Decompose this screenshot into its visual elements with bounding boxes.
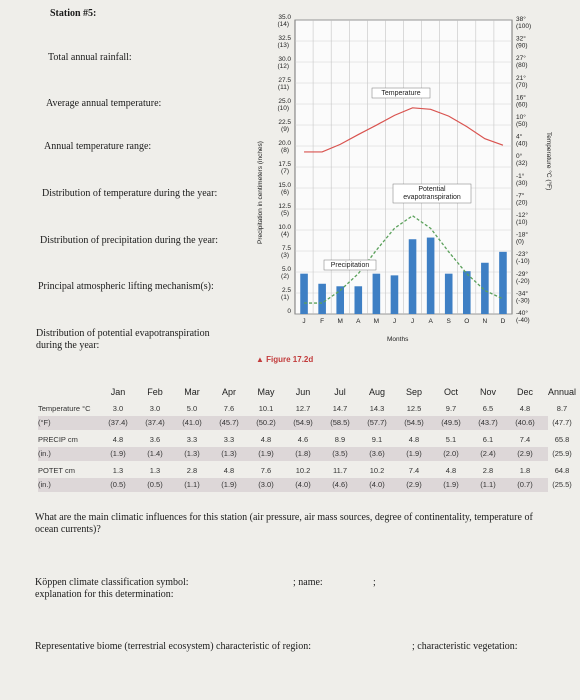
table-cell: (50.2) [256, 418, 276, 427]
right-tick-label: (100) [516, 23, 532, 30]
table-cell: (54.9) [293, 418, 313, 427]
name-label: ; name: [293, 577, 323, 588]
precip-bar [463, 271, 471, 314]
table-cell: (37.4) [145, 418, 165, 427]
month-header: Jun [295, 387, 311, 397]
table-cell: (0.7) [517, 480, 533, 489]
semicolon-label: ; [373, 577, 376, 588]
table-cell: 4.8 [223, 466, 235, 475]
table-cell: (25.5) [552, 480, 572, 489]
table-cell: 4.8 [445, 466, 457, 475]
month-tick-label: M [337, 318, 343, 325]
row-label: (in.) [38, 449, 51, 458]
table-cell: 8.7 [556, 404, 568, 413]
table-cell: (49.5) [441, 418, 461, 427]
left-tick-label: 2.5 [281, 287, 291, 294]
precip-bar [499, 252, 507, 314]
right-tick-label: (-20) [516, 277, 530, 285]
table-cell: (0.5) [110, 480, 126, 489]
right-tick-label: -40° [516, 310, 528, 317]
row-label: (°F) [38, 418, 51, 427]
table-cell: (2.9) [406, 480, 422, 489]
table-cell: 10.1 [258, 404, 274, 413]
table-cell: (4.0) [369, 480, 385, 489]
table-cell: 14.3 [369, 404, 385, 413]
table-cell: (3.6) [369, 449, 385, 458]
table-cell: (1.1) [184, 480, 200, 489]
right-tick-label: (70) [516, 81, 528, 89]
left-tick-label: (1) [281, 294, 289, 301]
table-cell: 6.5 [482, 404, 494, 413]
left-tick-label: 10.0 [278, 224, 291, 231]
table-cell: 4.8 [112, 435, 124, 444]
month-tick-label: J [410, 318, 415, 325]
right-tick-label: (-10) [516, 258, 530, 266]
right-tick-label: -18° [516, 231, 528, 239]
month-header: Nov [479, 387, 496, 397]
table-cell: 4.6 [297, 435, 309, 444]
month-tick-label: M [373, 318, 380, 325]
table-row [38, 402, 568, 416]
left-tick-label: 17.5 [278, 161, 291, 168]
table-cell: 65.8 [554, 435, 570, 444]
right-tick-label: -23° [516, 251, 528, 259]
table-cell: 11.7 [332, 466, 348, 475]
right-tick-label: (20) [516, 199, 528, 207]
right-tick-label: (-30) [516, 297, 530, 305]
table-cell: (3.0) [258, 480, 274, 489]
month-tick-label: D [500, 318, 506, 325]
table-cell: (1.9) [443, 480, 459, 489]
x-axis-ticks [302, 318, 505, 325]
month-tick-label: O [464, 318, 470, 325]
month-tick-label: J [302, 318, 306, 325]
right-tick-label: 27° [516, 55, 526, 63]
precip-bar [427, 238, 435, 314]
right-axis-ticks [516, 15, 531, 324]
left-tick-label: 32.5 [278, 35, 291, 42]
right-tick-label: (32) [516, 160, 528, 168]
left-tick-label: (5) [281, 210, 289, 217]
left-tick-label: (3) [281, 252, 289, 259]
precip-bar [318, 284, 326, 314]
left-tick-label: (6) [281, 189, 289, 196]
question-lifting-mechanism: Principal atmospheric lifting mechanism(s): [38, 281, 214, 292]
month-header: Aug [368, 387, 385, 397]
main-climatic-influences-question: What are the main climatic influences for this station (air pressure, air mass sources, degree of continentality, temperature of ocean currents)? [35, 512, 533, 535]
table-cell: (4.6) [332, 480, 348, 489]
table-header-row [38, 385, 577, 399]
question-total-rainfall: Total annual rainfall: [48, 52, 132, 63]
right-tick-label: (40) [516, 140, 528, 148]
right-tick-label: 38° [516, 16, 526, 23]
right-tick-label: (50) [516, 121, 528, 128]
right-tick-label: -12° [516, 212, 528, 219]
left-tick-label: (12) [277, 63, 289, 70]
month-header: May [257, 387, 275, 397]
precip-bar [373, 274, 381, 314]
table-cell: 4.8 [408, 435, 420, 444]
left-tick-label: 22.5 [278, 119, 291, 126]
question-temperature-range: Annual temperature range: [44, 141, 152, 152]
left-tick-label: 12.5 [278, 203, 291, 210]
question-precipitation-distribution: Distribution of precipitation during the year: [40, 235, 219, 246]
left-tick-label: (10) [277, 105, 289, 112]
station-title: Station #5: [50, 8, 97, 19]
table-cell: 9.7 [445, 404, 457, 413]
month-tick-label: A [428, 318, 433, 325]
right-tick-label: (60) [516, 101, 528, 109]
left-tick-label: 0 [287, 308, 291, 315]
month-tick-label: N [482, 318, 488, 325]
precip-bar [300, 274, 308, 314]
table-row [38, 416, 572, 430]
question-pet-distribution: Distribution of potential evapotranspiration during the year: [36, 328, 210, 351]
table-cell: 7.6 [223, 404, 235, 413]
table-cell: (0.5) [147, 480, 163, 489]
table-cell: 5.0 [186, 404, 198, 413]
figure-caption: ▲ Figure 17.2d [256, 355, 314, 364]
right-tick-label: -29° [516, 270, 528, 278]
table-cell: (2.4) [480, 449, 496, 458]
table-cell: (41.0) [182, 418, 202, 427]
pet-annotation-label: evapotranspiration [403, 194, 461, 201]
right-tick-label: (90) [516, 42, 528, 50]
right-tick-label: 0° [516, 153, 523, 161]
left-tick-label: 25.0 [278, 98, 291, 105]
table-cell: (3.5) [332, 449, 348, 458]
precip-bar [354, 286, 362, 314]
left-tick-label: (7) [281, 168, 289, 175]
table-cell: 7.6 [260, 466, 272, 475]
table-cell: (58.5) [330, 418, 350, 427]
left-tick-label: 35.0 [278, 14, 291, 21]
right-tick-label: 4° [516, 133, 523, 141]
koppen-label: Köppen climate classification symbol: [35, 577, 189, 588]
table-cell: (2.9) [517, 449, 533, 458]
table-cell: (54.5) [404, 418, 424, 427]
precip-bar [391, 275, 399, 314]
table-cell: 2.8 [482, 466, 494, 475]
x-axis-title: Months [387, 336, 409, 343]
table-cell: 3.3 [186, 435, 198, 444]
right-tick-label: -34° [516, 290, 528, 298]
table-cell: 1.8 [519, 466, 531, 475]
month-header: Mar [184, 387, 200, 397]
month-header: Sep [405, 387, 422, 397]
left-tick-label: (8) [281, 147, 289, 154]
table-cell: (1.9) [110, 449, 126, 458]
right-tick-label: (80) [516, 62, 528, 70]
table-cell: 3.0 [149, 404, 161, 413]
table-cell: (25.9) [552, 449, 572, 458]
right-tick-label: 16° [516, 94, 526, 102]
table-cell: 12.7 [295, 404, 311, 413]
precip-bar [445, 274, 453, 314]
table-cell: 9.1 [371, 435, 383, 444]
left-tick-label: (13) [277, 42, 289, 49]
table-cell: (47.7) [552, 418, 572, 427]
left-tick-label: (14) [277, 21, 289, 28]
right-tick-label: 10° [516, 114, 526, 121]
table-row [38, 433, 570, 447]
right-tick-label: -7° [516, 192, 525, 200]
month-header: Feb [147, 387, 163, 397]
row-label: Temperature °C [38, 404, 91, 413]
right-tick-label: (30) [516, 179, 528, 187]
table-cell: (1.3) [221, 449, 237, 458]
vegetation-label: ; characteristic vegetation: [412, 641, 518, 652]
month-tick-label: A [356, 318, 361, 325]
month-header: Dec [516, 387, 533, 397]
table-cell: 5.1 [445, 435, 457, 444]
left-tick-label: (4) [281, 231, 289, 238]
table-cell: 12.5 [406, 404, 422, 413]
month-header: Jan [110, 387, 126, 397]
right-tick-label: (0) [516, 238, 524, 246]
right-tick-label: (10) [516, 219, 528, 226]
koppen-section [35, 577, 189, 601]
table-cell: 1.3 [112, 466, 124, 475]
table-cell: (40.6) [515, 418, 535, 427]
right-tick-label: -1° [516, 172, 525, 180]
month-tick-label: F [320, 318, 325, 325]
left-tick-label: 15.0 [278, 182, 291, 189]
table-cell: (2.0) [443, 449, 459, 458]
table-cell: (1.8) [295, 449, 311, 458]
table-cell: 3.6 [149, 435, 161, 444]
table-cell: 4.8 [260, 435, 272, 444]
left-tick-label: 30.0 [278, 56, 291, 63]
month-header: Jul [334, 387, 346, 397]
month-header: Annual [547, 387, 577, 397]
month-tick-label: J [392, 318, 397, 325]
table-cell: 7.4 [408, 466, 420, 475]
table-cell: 10.2 [369, 466, 385, 475]
biome-label: Representative biome (terrestrial ecosystem) characteristic of region: [35, 641, 311, 652]
table-cell: 2.8 [186, 466, 198, 475]
y-axis-right-title: Temperature °C (°F) [545, 132, 552, 191]
question-temperature-distribution: Distribution of temperature during the year: [42, 188, 218, 199]
precipitation-annotation-label: Precipitation [330, 262, 370, 269]
table-cell: (1.4) [147, 449, 163, 458]
table-cell: (45.7) [219, 418, 239, 427]
right-tick-label: 32° [516, 35, 526, 43]
table-cell: (43.7) [478, 418, 498, 427]
table-cell: 3.3 [223, 435, 235, 444]
table-cell: 3.0 [112, 404, 124, 413]
row-label: POTET cm [38, 466, 75, 475]
table-cell: 4.8 [519, 404, 531, 413]
table-row [38, 464, 570, 478]
table-row [38, 447, 572, 461]
koppen-explanation-label: explanation for this determination: [35, 589, 174, 600]
right-tick-label: 21° [516, 74, 526, 82]
table-cell: (57.7) [367, 418, 387, 427]
question-avg-temperature: Average annual temperature: [46, 98, 162, 109]
temperature-annotation-label: Temperature [381, 90, 421, 97]
table-cell: 14.7 [332, 404, 348, 413]
left-tick-label: (9) [281, 126, 289, 133]
left-tick-label: 27.5 [278, 77, 291, 84]
table-cell: (1.9) [406, 449, 422, 458]
left-tick-label: (11) [277, 84, 289, 91]
table-cell: 1.3 [149, 466, 161, 475]
row-label: (in.) [38, 480, 51, 489]
left-axis-ticks [277, 14, 291, 315]
y-axis-left-title: Precipitation in centimeters (inches) [257, 141, 264, 244]
left-tick-label: 5.0 [281, 266, 291, 273]
month-header: Oct [443, 387, 458, 397]
left-tick-label: 7.5 [281, 245, 291, 252]
month-tick-label: S [446, 318, 451, 325]
table-cell: 7.4 [519, 435, 531, 444]
left-tick-label: 20.0 [278, 140, 291, 147]
row-label: PRECIP cm [38, 435, 78, 444]
precip-bar [409, 239, 417, 314]
table-cell: (1.9) [221, 480, 237, 489]
table-cell: (4.0) [295, 480, 311, 489]
table-cell: 8.9 [334, 435, 346, 444]
left-tick-label: (2) [281, 273, 289, 280]
pet-annotation-label: Potential [418, 186, 446, 193]
table-cell: (1.9) [258, 449, 274, 458]
right-tick-label: (-40) [516, 317, 530, 324]
table-cell: 6.1 [482, 435, 494, 444]
table-cell: 64.8 [554, 466, 570, 475]
table-cell: (1.3) [184, 449, 200, 458]
table-cell: (1.1) [480, 480, 496, 489]
climograph-chart [250, 14, 560, 344]
table-row [38, 478, 572, 492]
month-header: Apr [221, 387, 236, 397]
table-cell: (37.4) [108, 418, 128, 427]
table-cell: 10.2 [295, 466, 311, 475]
